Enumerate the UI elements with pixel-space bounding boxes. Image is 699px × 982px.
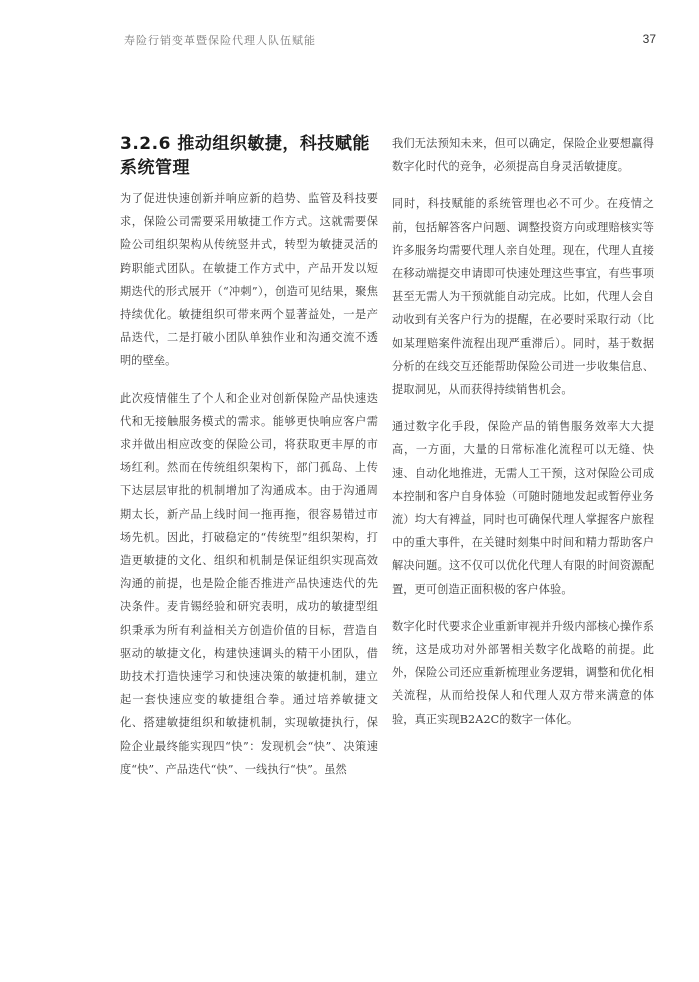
right-column: [392, 132, 654, 731]
paragraph: 数字化时代要求企业重新审视并升级内部核心操作系统，这是成功对外部署相关数字化战略的前提。此外，保险公司还应重新梳理业务逻辑，调整和优化相关流程，从而给投保人和代理人双方带来满意的体验，真正实现B2A2C的数字一体化。: [392, 619, 654, 726]
left-column: [120, 132, 378, 781]
paragraph: 我们无法预知未来，但可以确定，保险企业要想赢得数字化时代的竞争，必须提高自身灵活敏捷度。: [392, 137, 654, 174]
section-heading: 3.2.6 推动组织敏捷，科技赋能系统管理: [120, 134, 370, 178]
page-number: 37: [642, 32, 656, 46]
paragraph: 此次疫情催生了个人和企业对创新保险产品快速迭代和无接触服务模式的需求。能够更快响应客户需求并做出相应改变的保险公司，将获取更丰厚的市场红利。然而在传统组织架构下，部门孤岛、上传下达层层审批的机制增加了沟通成本。由于沟通周期太长，新产品上线时间一拖再拖，很容易错过市场先机。因此，打破稳定的“传统型”组织架构，打造更敏捷的文化、组织和机制是保证组织实现高效沟通的前提，也是险企能否推进产品快速迭代的先决条件。麦肯锡经验和研究表明，成功的敏捷型组织秉承为所有利益相关方创造价值的目标，营造自驱动的敏捷文化，构建快速调头的精干小团队，借助技术打造快速学习和快速决策的敏捷机制，建立起一套快速应变的敏捷组合拳。通过培养敏捷文化、搭建敏捷组织和敏捷机制，实现敏捷执行，保险企业最终能实现四“快”：发现机会“快”、决策速度“快”、产品迭代“快”、一线执行“快”。虽然: [120, 391, 378, 776]
page-header: [124, 32, 664, 52]
paragraph: 通过数字化手段，保险产品的销售服务效率大大提高，一方面，大量的日常标准化流程可以无缝、快速、自动化地推进，无需人工干预，这对保险公司成本控制和客户自身体验（可随时随地发起或暂停业务流）均大有裨益，同时也可确保代理人掌握客户旅程中的重大事件，在关键时刻集中时间和精力帮助客户解决问题。这不仅可以优化代理人有限的时间资源配置，更可创造正面积极的客户体验。: [392, 420, 654, 596]
running-title: 寿险行销变革暨保险代理人队伍赋能: [124, 34, 316, 47]
paragraph: 为了促进快速创新并响应新的趋势、监管及科技要求，保险公司需要采用敏捷工作方式。这就需要保险公司组织架构从传统竖井式，转型为敏捷灵活的跨职能式团队。在敏捷工作方式中，产品开发以短期迭代的形式展开（“冲刺”），创造可见结果，聚焦持续优化。敏捷组织可带来两个显著益处，一是产品迭代，二是打破小团队单独作业和沟通交流不透明的壁垒。: [120, 192, 378, 368]
paragraph: 同时，科技赋能的系统管理也必不可少。在疫情之前，包括解答客户问题、调整投资方向或理赔核实等许多服务均需要代理人亲自处理。现在，代理人直接在移动端提交申请即可快速处理这些事宜，有些事项甚至无需人为干预就能自动完成。比如，代理人会自动收到有关客户行为的提醒，在必要时采取行动（比如某理赔案件流程出现严重滞后）。同时，基于数据分析的在线交互还能帮助保险公司进一步收集信息、提取洞见，从而获得持续销售机会。: [392, 197, 654, 397]
